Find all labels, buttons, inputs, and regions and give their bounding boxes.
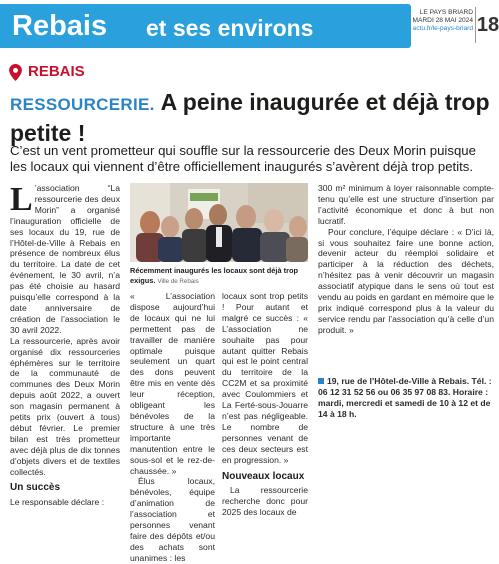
article-lead: C’est un vent prometteur qui souffle sur la ressourcerie des Deux Morin puisque les locaux qui viennent d’être officiellement inaugurés s’avèrent déjà trop petits. xyxy=(10,143,476,174)
paragraph: « L’association dispose aujourd’hui de locaux qui ne lui permettent pas de travailler de manière optimale puisque seulement un quart des dons peuvent être mis en vente dès leur réception, obligeant les bénévoles de la structure à une très importante manutention entre le sous-sol et le rez-de-chaussée. » xyxy=(130,291,215,476)
paragraph: locaux sont trop petits ! Pour autant et malgré ce succès : « L’association ne souhaite pas pour autant quitter Rebais qui est le point central du territoire de la CC2M et sa proximité avec Coulommiers et La Ferté-sous-Jouarre n’est pas négligeable. Le nombre de personnes venant de ces deux secteurs est en progression. » xyxy=(222,291,308,465)
paragraph: La ressourcerie recherche donc pour 2025 des locaux de xyxy=(222,485,308,518)
article-column-4 xyxy=(318,183,494,336)
article-column-1 xyxy=(10,183,120,508)
practical-info-text: 19, rue de l’Hôtel-de-Ville à Rebais. Tél. : 06 12 31 52 56 ou 06 35 97 08 83. Horaire : mardi, mercredi et samedi de 10 à 12 et de 14 à 18 h. xyxy=(318,376,492,419)
paragraph: Le responsable déclare : xyxy=(10,497,105,508)
article-headline xyxy=(10,88,490,147)
article-column-2 xyxy=(130,291,215,564)
article-title: A peine inaugurée et déjà trop petite ! xyxy=(10,89,490,146)
kicker-city: REBAIS xyxy=(28,63,85,80)
practical-info xyxy=(318,376,494,420)
square-bullet-icon xyxy=(318,378,324,384)
paragraph: 300 m² minimum à loyer raisonnable compte-tenu qu’elle est une structure d’insertion par l’activité économique et donc à but non lucratif. xyxy=(318,183,494,226)
section-title: Rebais xyxy=(12,10,108,42)
site-url: actu.fr/le-pays-briard xyxy=(412,25,473,32)
paragraph: Élus locaux, bénévoles, équipe d’animation de l’association et personnes venant faire des dépôts et/ou des achats sont unanimes : les xyxy=(130,476,215,563)
subheading: Nouveaux locaux xyxy=(222,470,305,482)
article-photo xyxy=(130,183,308,262)
subheading: Un succès xyxy=(10,482,61,494)
page-number: 18 xyxy=(475,7,499,43)
map-pin-icon xyxy=(9,64,22,81)
section-subtitle: et ses environs xyxy=(146,15,314,41)
masthead xyxy=(401,9,473,33)
photo-caption xyxy=(130,266,308,287)
paragraph: ’association “La ressourcerie des deux Morin” a organisé l’inauguration officielle de ses locaux du 19, rue de l’Hôtel-de-Ville à Rebais en présence de nombreux élus du territoire. La date de cet événement, le 30 avril, n’a pas été choisie au hasard puisqu’elle correspond à la date anniversaire de création de l’association le 30 avril 2022. xyxy=(10,183,120,335)
article-rubric: RESSOURCERIE. xyxy=(10,95,155,114)
photo-credit: Ville de Rebais xyxy=(157,278,199,285)
issue-date: MARDI 28 MAI 2024 xyxy=(412,17,473,24)
paragraph: Pour conclure, l’équipe déclare : « D’ici là, si vous souhaitez faire une bonne action, devenir acteur du réemploi solidaire et participer à la réduction des déchets, n’hésitez pas à venir découvrir un magasin associatif atypique dans le sens où tout est vendu au poids en gardant en mémoire que le prix indiqué correspond plus à la valeur du service rendu par l’association qu’à celle d’un produit. » xyxy=(318,226,494,335)
section-banner xyxy=(0,4,411,48)
caption-text: Récemment inaugurés les locaux sont déjà trop exigus. xyxy=(130,266,298,285)
drop-cap: L xyxy=(10,181,33,218)
paragraph: La ressourcerie, après avoir organisé dix ressourceries éphémères sur le territoire de la communauté de communes des Deux Morin depuis août 2022, a ouvert son magasin permanent à petits prix (ouvert à tous) début février. Le premier bilan est très prometteur avec déjà plus de dix tonnes d’objets divers et de textiles collectés. xyxy=(10,335,120,477)
paper-name: LE PAYS BRIARD xyxy=(419,9,473,16)
page-header xyxy=(0,0,499,52)
article-column-3 xyxy=(222,291,308,518)
